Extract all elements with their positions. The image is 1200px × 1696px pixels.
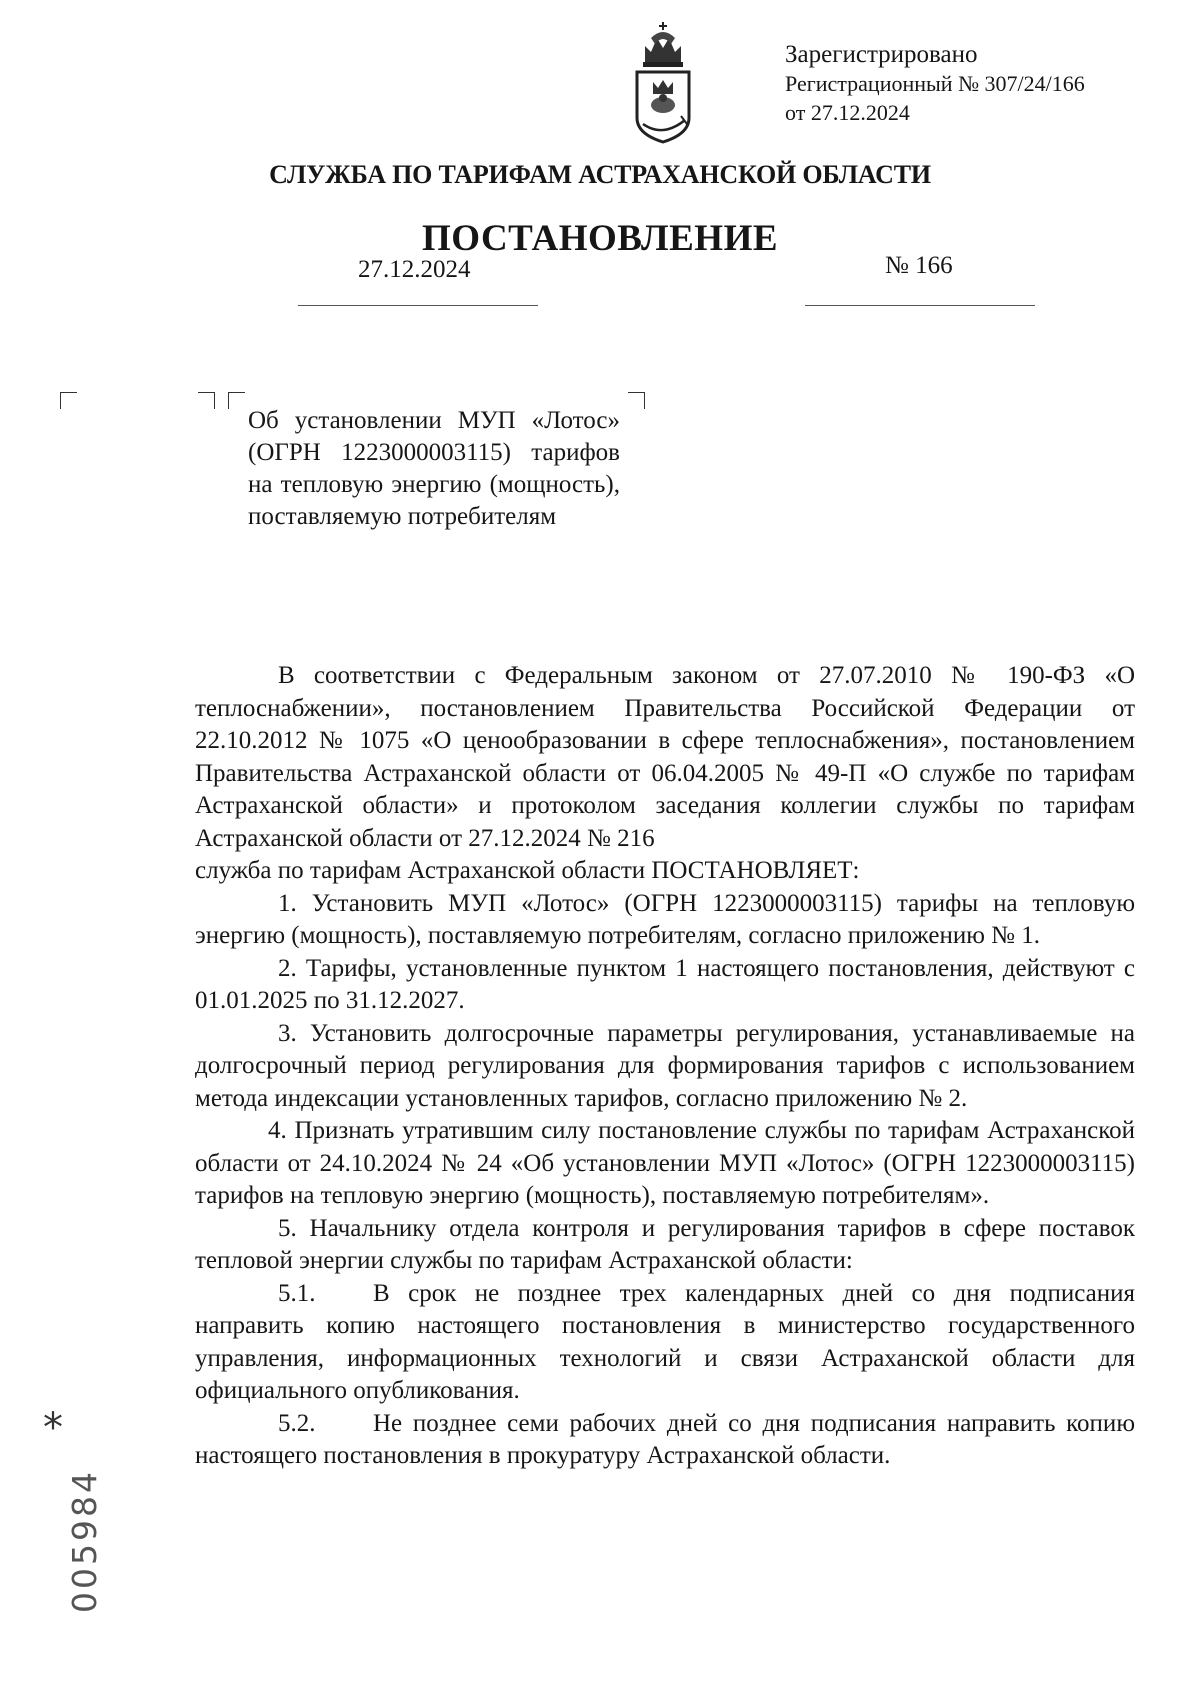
document-body xyxy=(195,660,1135,1473)
item-5: 5. Начальнику отдела контроля и регулирования тарифов в сфере поставок тепловой энергии службы по тарифам Астраханской области: xyxy=(195,1214,1135,1274)
subitem-number: 5.2. xyxy=(278,1409,316,1437)
side-star-mark: * xyxy=(43,1405,63,1451)
registration-date: от 27.12.2024 xyxy=(785,100,910,125)
subitem-text: В срок не позднее трех календарных дней со дня подписания направить копию настоящего постановления в министерство государственного управления, информационных технологий и связи Астраханской области для официального опубликования. xyxy=(195,1279,1135,1404)
item-3: 3. Установить долгосрочные параметры регулирования, устанавливаемые на долгосрочный период регулирования для формирования тарифов с использованием метода индексации установленных тарифов, согласно приложению № 2. xyxy=(195,1019,1135,1112)
date-underline xyxy=(298,305,538,306)
item-2: 2. Тарифы, установленные пунктом 1 настоящего постановления, действуют с 01.01.2025 по 31.12.2027. xyxy=(195,954,1135,1014)
coat-of-arms-icon xyxy=(631,20,695,150)
document-number: № 166 xyxy=(885,252,953,279)
corner-mark xyxy=(60,392,77,409)
number-underline xyxy=(805,305,1035,306)
document-type: ПОСТАНОВЛЕНИЕ xyxy=(421,218,779,259)
document-date: 27.12.2024 xyxy=(358,256,471,283)
document-subject: Об установлении МУП «Лотос» (ОГРН 1223000003115) тарифов на тепловую энергию (мощность), поставляемую потребителям xyxy=(248,407,620,530)
preamble: В соответствии с Федеральным законом от 27.07.2010 № 190-ФЗ «О теплоснабжении», постановлением Правительства Российской Федерации от 22.10.2012 № 1075 «О ценообразовании в сфере теплоснабжения», постановлением Правительства Астраханской области от 06.04.2005 № 49-П «О службе по тарифам Астраханской области» и протоколом заседания коллегии службы по тарифам Астраханской области от 27.12.2024 № 216 xyxy=(195,662,1135,852)
side-serial-number: 005984 xyxy=(65,1469,104,1613)
registration-number: Регистрационный № 307/24/166 xyxy=(785,71,1085,96)
corner-mark xyxy=(628,392,645,409)
resolves-clause: служба по тарифам Астраханской области ПОСТАНОВЛЯЕТ: xyxy=(195,857,860,884)
item-1: 1. Установить МУП «Лотос» (ОГРН 1223000003115) тарифы на тепловую энергию (мощность), поставляемую потребителям, согласно приложению № 1. xyxy=(195,889,1135,949)
subitem-text: Не позднее семи рабочих дней со дня подписания направить копию настоящего постановления в прокуратуру Астраханской области. xyxy=(195,1409,1135,1469)
item-4: 4. Признать утратившим силу постановление службы по тарифам Астраханской области от 24.10.2024 № 24 «Об установлении МУП «Лотос» (ОГРН 1223000003115) тарифов на тепловую энергию (мощность), поставляемую потребителям». xyxy=(195,1117,1135,1209)
registration-label: Зарегистрировано xyxy=(785,41,978,68)
registration-stamp xyxy=(785,40,1085,127)
corner-mark xyxy=(198,392,215,409)
subitem-number: 5.1. xyxy=(278,1279,316,1307)
subitem-5-2 xyxy=(195,1408,1135,1473)
corner-mark xyxy=(228,392,245,409)
organization-name: СЛУЖБА ПО ТАРИФАМ АСТРАХАНСКОЙ ОБЛАСТИ xyxy=(269,160,931,189)
subitem-5-1 xyxy=(195,1278,1135,1408)
